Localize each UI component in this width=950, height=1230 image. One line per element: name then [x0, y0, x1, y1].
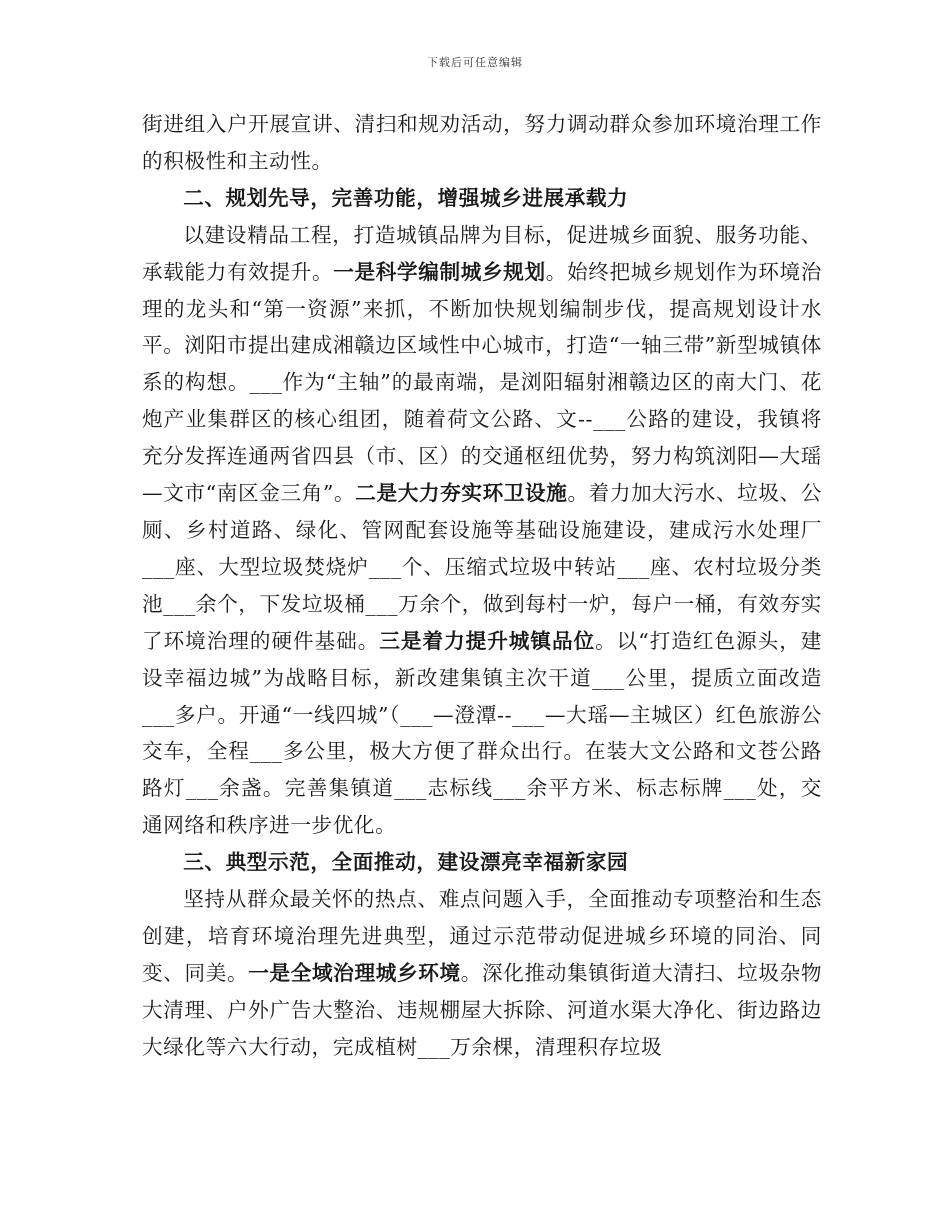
bold-lead-1: 一是科学编制城乡规划 [333, 259, 546, 284]
paragraph-text: 。着力加大污水、垃圾、公厕、乡村道路、绿化、管网配套设施等基础设施建设，建成污水处理厂___座、大型垃圾焚烧炉___个、压缩式垃圾中转站___座、农村垃圾分类池___余个，下发垃圾桶___万余个，做到每村一炉，每户一桶，有效夯实了环境治理的硬件基础。 [142, 481, 823, 653]
section-heading-2: 二、规划先导，完善功能，增强城乡进展承载力 [183, 185, 629, 210]
bold-lead-3: 三是着力提升城镇品位 [379, 628, 596, 653]
paragraph-text: 。以“打造红色源头，建设幸福边城”为战略目标，新改建集镇主次干道___公里，提质立面改造___多户。开通“一线四城”（___—澄潭--___—大瑶—主城区）红色旅游公交车，全程___多公里，极大方便了群众出行。在装大文公路和文苍公路路灯___余盏。完善集镇道___志标线___余平方米、标志标牌___处，交通网络和秩序进一步优化。 [142, 628, 822, 838]
paragraph-demonstration [142, 881, 822, 1066]
document-body [142, 106, 822, 1066]
bold-lead-4: 一是全域治理城乡环境 [248, 960, 461, 985]
bold-lead-2: 二是大力夯实环卫设施 [355, 481, 568, 506]
paragraph-text: 坚持从群众最关怀的热点、难点问题入手，全面推动专项整治和生态创建，培育环境治理先进典型，通过示范带动促进城乡环境的同治、同变、同美。 [142, 887, 822, 985]
paragraph-text: 。始终把城乡规划作为环境治理的龙头和“第一资源”来抓，不断加快规划编制步伐，提高规划设计水平。浏阳市提出建成湘赣边区域性中心城市，打造“一轴三带”新型城镇体系的构想。___作为“主轴”的最南端，是浏阳辐射湘赣边区的南大门、花炮产业集群区的核心组团，随着荷文公路、文--___公路的建设，我镇将充分发挥连通两省四县（市、区）的交通枢纽优势，努力构筑浏阳—大瑶—文市“南区金三角”。 [142, 259, 822, 506]
page-header: 下载后可任意编辑 [427, 56, 523, 69]
paragraph-text: 。深化推动集镇街道大清扫、垃圾杂物大清理、户外广告大整治、违规棚屋大拆除、河道水渠大净化、街边路边大绿化等六大行动，完成植树___万余棵，清理积存垃圾 [142, 960, 823, 1059]
paragraph-planning [142, 217, 822, 844]
paragraph-text: 以建设精品工程，打造城镇品牌为目标，促进城乡面貌、服务功能、承载能力有效提升。 [142, 222, 822, 284]
section-heading-3: 三、典型示范，全面推动，建设漂亮幸福新家园 [183, 850, 629, 875]
paragraph-continuation: 街进组入户开展宣讲、清扫和规劝活动，努力调动群众参加环境治理工作的积极性和主动性。 [142, 112, 822, 173]
